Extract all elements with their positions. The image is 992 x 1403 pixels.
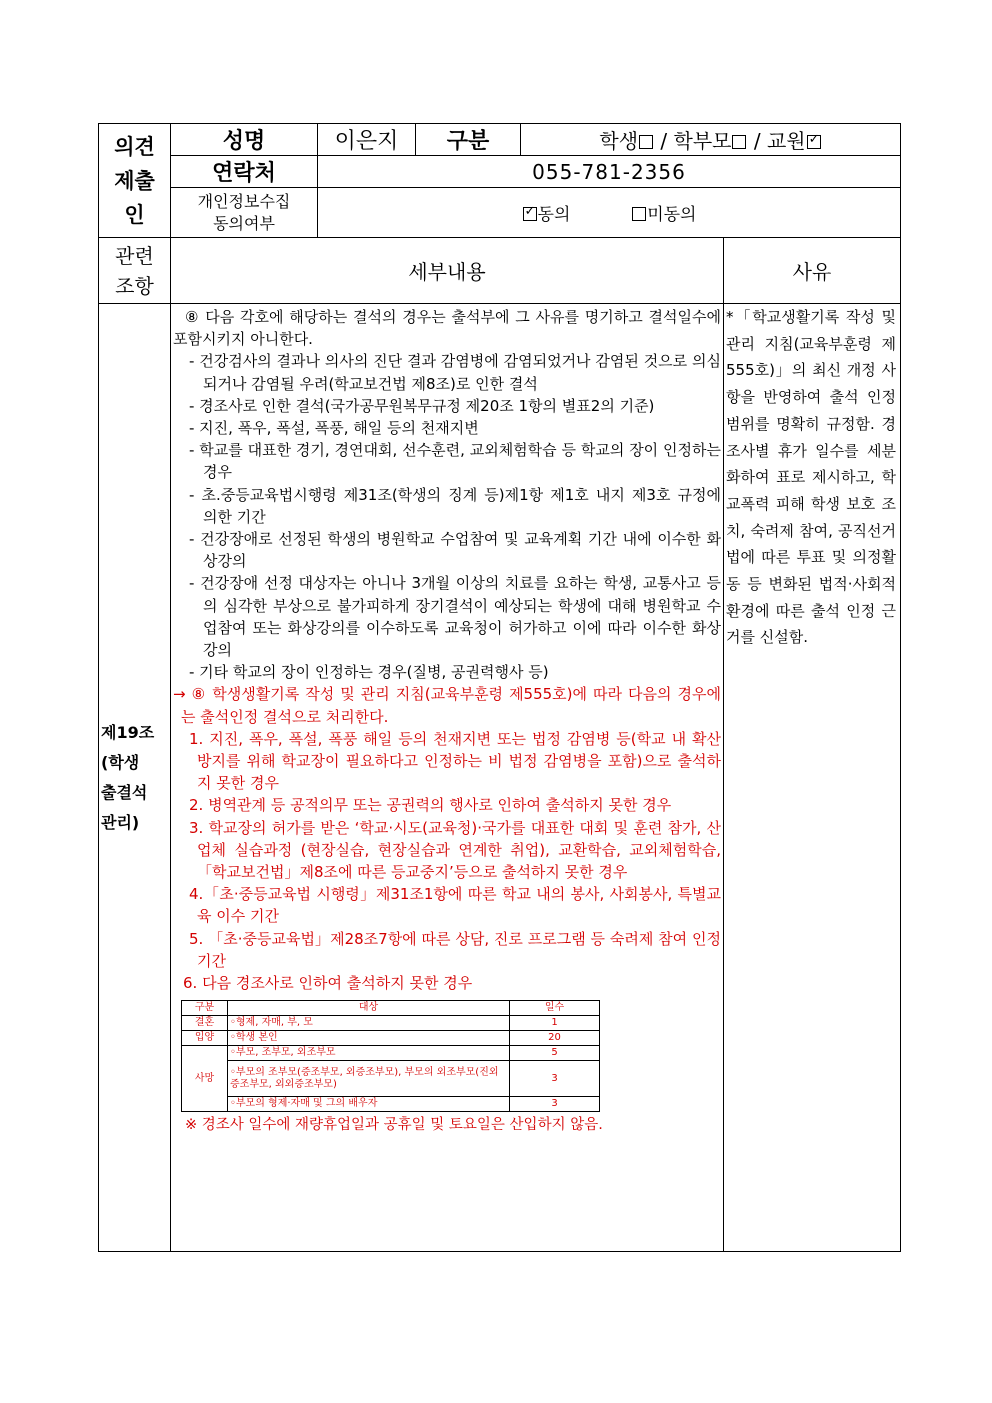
leave-category: 결혼 xyxy=(182,1016,228,1031)
revised-item: 2. 병역관계 등 공적의무 또는 공권력의 행사로 인하여 출석하지 못한 경우 xyxy=(189,796,672,815)
revised-item: 5. 「초·중등교육법」제28조7항에 따른 상담, 진로 프로그램 등 숙려제 참여 인정 기간 xyxy=(189,929,721,970)
revised-item: 1. 지진, 폭우, 폭설, 폭풍 해일 등의 천재지변 또는 법정 감염병 등(학교 내 확산 방지를 위해 학교장이 필요하다고 인정하는 비 법정 감염병을 포함)으로 출석하지 못한 경우 xyxy=(189,729,721,793)
category-label: 구분 xyxy=(416,124,521,156)
article-cell: 제19조 (학생 출결석 관리) xyxy=(99,304,171,1252)
privacy-consent-options xyxy=(318,188,901,238)
related-article-header: 관련 조항 xyxy=(99,238,171,304)
contact-value[interactable]: 055-781-2356 xyxy=(318,156,901,188)
teacher-checkbox-icon[interactable] xyxy=(807,135,821,149)
contact-label: 연락처 xyxy=(171,156,318,188)
leave-days: 3 xyxy=(510,1097,600,1112)
student-checkbox-icon[interactable] xyxy=(639,135,653,149)
leave-category: 입양 xyxy=(182,1031,228,1046)
leave-days-table xyxy=(181,1000,600,1112)
revised-item: 3. 학교장의 허가를 받은 ‘학교·시도(교육청)·국가를 대표한 대회 및 훈련 참가, 산업체 실습과정 (현장실습, 현장실습과 연계한 취업), 교환학습, 교외체험학습, 「학교보건법」제8조에 따른 등교중지’등으로 출석하지 못한 경우 xyxy=(189,818,721,882)
category-options: 학생 / 학부모 / 교원✓ xyxy=(521,124,901,156)
parent-checkbox-icon[interactable] xyxy=(732,135,746,149)
leave-days: 20 xyxy=(510,1031,600,1046)
leave-days: 5 xyxy=(510,1046,600,1061)
name-value[interactable]: 이은지 xyxy=(318,124,416,156)
agree-checkbox-icon[interactable] xyxy=(523,207,537,221)
consent-option-agree[interactable]: ✓ 동의 xyxy=(522,205,571,225)
leave-category: 사망 xyxy=(182,1046,228,1112)
details-item: - 지진, 폭우, 폭설, 폭풍, 해일 등의 천재지변 xyxy=(189,419,479,438)
leave-days: 1 xyxy=(510,1016,600,1031)
leave-days: 3 xyxy=(510,1061,600,1097)
details-item: - 학교를 대표한 경기, 경연대회, 선수훈련, 교외체험학습 등 학교의 장이 인정하는 경우 xyxy=(189,441,721,482)
reason-cell: *「학교생활기록 작성 및 관리 지침(교육부훈령 제555호)」의 최신 개정 사항을 반영하여 출석 인정 범위를 명확히 규정함. 경조사별 휴가 일수를 세분화하여 표로 제시하고, 학교폭력 피해 학생 보호 조치, 숙려제 참여, 공직선거법에 따른 투표 및 의정활동 등 변화된 법적·사회적 환경에 따른 출석 인정 근거를 신설함. xyxy=(724,304,901,1252)
details-item: - 초.중등교육법시행령 제31조(학생의 징계 등)제1항 제1호 내지 제3호 규정에 의한 기간 xyxy=(189,485,721,526)
leave-target: ◦부모의 형제·자매 및 그의 배우자 xyxy=(228,1097,510,1112)
category-option-student[interactable]: 학생 xyxy=(599,129,654,153)
details-header: 세부내용 xyxy=(171,238,724,304)
opinion-form-table xyxy=(98,123,901,1252)
details-item: - 건강검사의 결과나 의사의 진단 결과 감염병에 감염되었거나 감염된 것으로 의심되거나 감염될 우려(학교보건법 제8조)로 인한 결석 xyxy=(189,352,721,393)
name-label: 성명 xyxy=(171,124,318,156)
details-item: - 건강장애 선정 대상자는 아니나 3개월 이상의 치료를 요하는 학생, 교통사고 등의 심각한 부상으로 불가피하게 장기결석이 예상되는 학생에 대해 병원학교 수업참여 또는 화상강의를 이수하도록 교육청이 허가하고 이에 따라 이수한 화상강의 xyxy=(189,574,721,660)
revised-item: 6. 다음 경조사로 인하여 출석하지 못한 경우 xyxy=(183,974,473,993)
details-item: - 건강장애로 선정된 학생의 병원학교 수업참여 및 교육계획 기간 내에 이수한 화상강의 xyxy=(189,530,721,571)
category-option-teacher[interactable]: 교원✓ xyxy=(767,129,822,153)
leave-header-category: 구분 xyxy=(182,1001,228,1016)
submitter-label: 의견 제출 인 xyxy=(99,124,171,238)
reason-header: 사유 xyxy=(724,238,901,304)
leave-target: ◦부모, 조부모, 외조부모 xyxy=(228,1046,510,1061)
leave-target: ◦학생 본인 xyxy=(228,1031,510,1046)
disagree-checkbox-icon[interactable] xyxy=(632,207,646,221)
category-option-parent[interactable]: 학부모 xyxy=(674,129,748,153)
leave-target: ◦형제, 자매, 부, 모 xyxy=(228,1016,510,1031)
details-item: - 경조사로 인한 결석(국가공무원복무규정 제20조 1항의 별표2의 기준) xyxy=(189,396,655,415)
leave-target: ◦부모의 조부모(증조부모, 외증조부모), 부모의 외조부모(진외증조부모, 외외증조부모) xyxy=(228,1061,510,1097)
privacy-consent-label: 개인정보수집 동의여부 xyxy=(171,188,318,238)
leave-header-days: 일수 xyxy=(510,1001,600,1016)
details-intro: ⑧ 다음 각호에 해당하는 결석의 경우는 출석부에 그 사유를 명기하고 결석일수에 포함시키지 아니한다. xyxy=(173,308,721,349)
leave-header-target: 대상 xyxy=(228,1001,510,1016)
leave-note: ※ 경조사 일수에 재량휴업일과 공휴일 및 토요일은 산입하지 않음. xyxy=(185,1117,603,1134)
consent-option-disagree[interactable]: 미동의 xyxy=(631,205,696,225)
details-item: - 기타 학교의 장이 인정하는 경우(질병, 공권력행사 등) xyxy=(189,663,549,682)
details-cell xyxy=(171,304,724,1252)
revised-intro: → ⑧ 학생생활기록 작성 및 관리 지침(교육부훈령 제555호)에 따라 다음의 경우에는 출석인정 결석으로 처리한다. xyxy=(173,685,721,726)
revised-item: 4.「초·중등교육법 시행령」제31조1항에 따른 학교 내의 봉사, 사회봉사, 특별교육 이수 기간 xyxy=(189,885,721,926)
